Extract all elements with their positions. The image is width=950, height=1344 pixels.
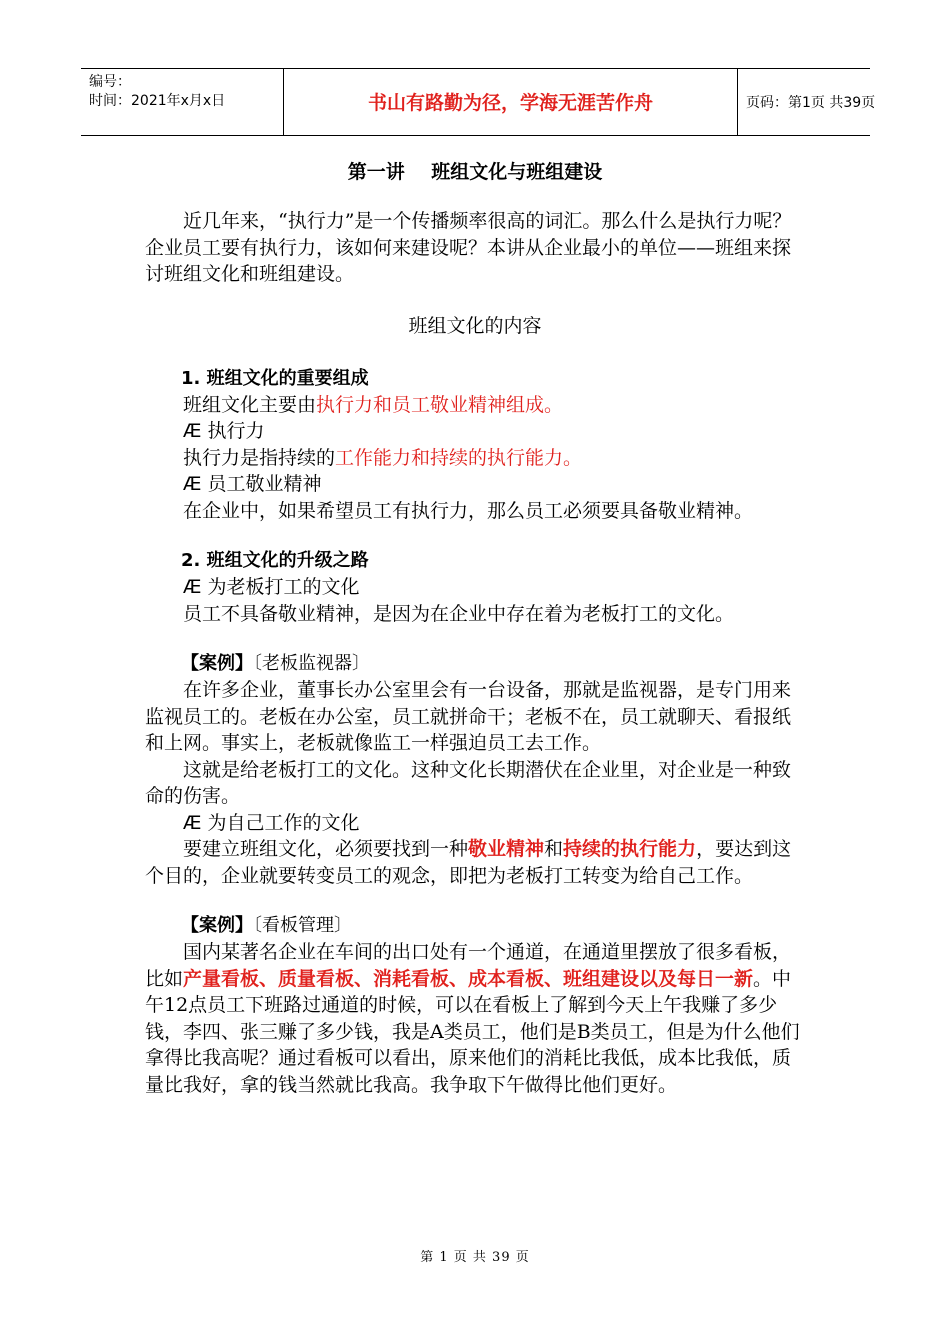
header-number-label: 编号： xyxy=(89,74,131,90)
case-label: 【案例】 xyxy=(181,653,253,674)
page-title: 第一讲 班组文化与班组建设 xyxy=(347,161,603,183)
case-label: 【案例】 xyxy=(181,915,253,936)
bullet-marker: Æ xyxy=(183,811,202,834)
section2-heading: 2. 班组文化的升级之路 xyxy=(181,550,369,571)
bullet-text: 员工敬业精神 xyxy=(201,473,322,495)
bullet-item xyxy=(145,574,805,601)
text-run: 和 xyxy=(544,838,564,860)
header-date: 时间：2021年x月x日 xyxy=(89,93,226,109)
highlight-text: 敬业精神 xyxy=(468,838,545,860)
document-body xyxy=(145,158,805,1098)
text-run: 要建立班组文化，必须要找到一种 xyxy=(183,838,469,860)
highlight-text: 执行力和员工敬业精神组成。 xyxy=(316,393,564,416)
header-page-info: 页码：第1页 共39页 xyxy=(746,95,876,111)
text-run: ，要达到这个目的，企业就要转变员工的观念，即把为老板打工转变为给自己工作。 xyxy=(145,838,792,887)
case-name: 〔老板监视器〕 xyxy=(253,653,370,674)
bullet-marker: Æ xyxy=(183,473,202,495)
highlight-text: 工作能力和持续的执行能力。 xyxy=(335,446,583,469)
case2-heading xyxy=(145,913,805,939)
case-name: 〔看板管理〕 xyxy=(253,915,352,936)
section1-paragraph1 xyxy=(145,392,805,419)
case1-paragraph1: 在许多企业，董事长办公室里会有一台设备，那就是监视器，是专门用来监视员工的。老板在办公室，员工就拼命干；老板不在，员工就聊天、看报纸和上网。事实上，老板就像监工一样强迫员工去工作。 xyxy=(145,679,792,754)
section-title: 班组文化的内容 xyxy=(408,314,542,337)
bullet-marker: Æ xyxy=(183,420,202,442)
bullet-text: 为自己工作的文化 xyxy=(201,811,360,834)
case1-paragraph3 xyxy=(145,836,805,889)
bullet-text: 执行力 xyxy=(201,420,265,442)
case1-heading xyxy=(145,651,805,677)
case2-paragraph1 xyxy=(145,939,805,1098)
header-motto: 书山有路勤为径，学海无涯苦作舟 xyxy=(283,69,738,135)
text-run: 。中午12点员工下班路过通道的时候，可以在看板上了解到今天上午我赚了多少钱，李四、张三赚了多少钱，我是A类员工，他们是B类员工，但是为什么他们拿得比我高呢？通过看板可以看出，原来他们的消耗比我低，成本比我低，质量比我好，拿的钱当然就比我高。我争取下午做得比他们更好。 xyxy=(145,967,800,1096)
bullet-item xyxy=(145,810,805,837)
text-run: 班组文化主要由 xyxy=(183,393,317,416)
section1-heading: 1. 班组文化的重要组成 xyxy=(181,367,369,389)
bullet-marker: Æ xyxy=(183,576,202,598)
highlight-text: 产量看板、质量看板、消耗看板、成本看板、班组建设以及每日一新 xyxy=(183,967,754,990)
text-run: 国内某著名企业在车间的出口处有一个通道，在通道里摆放了很多看板，比如 xyxy=(145,941,792,990)
intro-paragraph: 近几年来，“执行力”是一个传播频率很高的词汇。那么什么是执行力呢？企业员工要有执行力，该如何来建设呢？本讲从企业最小的单位——班组来探讨班组文化和班组建设。 xyxy=(145,210,792,285)
section1-paragraph3: 在企业中，如果希望员工有执行力，那么员工必须要具备敬业精神。 xyxy=(183,499,754,522)
case1-paragraph2: 这就是给老板打工的文化。这种文化长期潜伏在企业里，对企业是一种致命的伤害。 xyxy=(145,758,792,807)
page-footer: 第 1 页 共 39 页 xyxy=(420,1250,530,1265)
bullet-text: 为老板打工的文化 xyxy=(201,576,360,598)
header-meta xyxy=(81,69,283,135)
bullet-item xyxy=(145,471,805,498)
highlight-text: 持续的执行能力 xyxy=(563,838,697,860)
section1-paragraph2 xyxy=(145,445,805,472)
section2-paragraph1: 员工不具备敬业精神，是因为在企业中存在着为老板打工的文化。 xyxy=(183,602,735,625)
bullet-item xyxy=(145,418,805,445)
document-header xyxy=(81,68,876,136)
text-run: 执行力是指持续的 xyxy=(183,446,336,469)
